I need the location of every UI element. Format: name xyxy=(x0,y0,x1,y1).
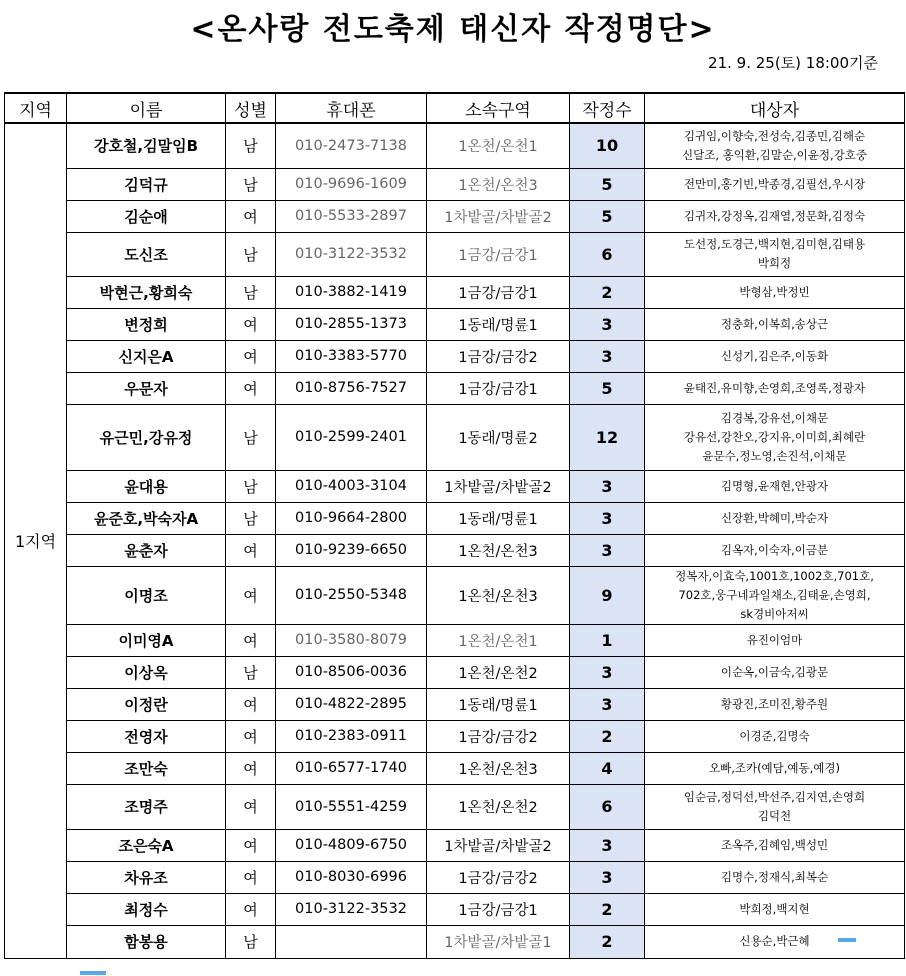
target-line: 강유선,강찬오,강지유,이미희,최혜란 xyxy=(683,429,866,444)
target-line: 김덕천 xyxy=(757,808,792,823)
gender-cell: 여 xyxy=(226,372,276,404)
gender-cell: 남 xyxy=(226,925,276,958)
district-cell: 1동래/명륜2 xyxy=(427,404,570,470)
header-district: 소속구역 xyxy=(427,93,570,123)
targets-cell xyxy=(645,566,905,624)
district-cell: 1온천/온천2 xyxy=(427,784,570,829)
district-cell: 1금강/금강1 xyxy=(427,372,570,404)
header-region: 지역 xyxy=(5,93,67,123)
gender-cell: 남 xyxy=(226,123,276,168)
targets-cell xyxy=(645,752,905,784)
target-line: 윤문수,정노영,손진석,이채문 xyxy=(702,448,847,463)
region-cell: 1지역 xyxy=(5,123,67,958)
gender-cell: 여 xyxy=(226,566,276,624)
table-row xyxy=(5,200,905,232)
name-cell: 이상옥 xyxy=(67,656,226,688)
targets-cell xyxy=(645,502,905,534)
target-line: sk경비아저씨 xyxy=(740,606,809,621)
district-cell: 1동래/명륜1 xyxy=(427,688,570,720)
gender-cell: 여 xyxy=(226,784,276,829)
target-line: 김옥자,이숙자,이금분 xyxy=(720,542,829,557)
phone-cell: 010-2550-5348 xyxy=(276,566,427,624)
name-cell: 조은숙A xyxy=(67,829,226,861)
district-cell: 1금강/금강1 xyxy=(427,276,570,308)
count-cell: 3 xyxy=(570,534,645,566)
date-note: 21. 9. 25(토) 18:00기준 xyxy=(708,54,878,72)
district-cell: 1차밭골/차밭골1 xyxy=(427,925,570,958)
phone-cell: 010-4003-3104 xyxy=(276,470,427,502)
table-row xyxy=(5,566,905,624)
phone-cell xyxy=(276,925,427,958)
count-cell: 2 xyxy=(570,893,645,925)
count-cell: 3 xyxy=(570,340,645,372)
district-cell: 1온천/온천3 xyxy=(427,752,570,784)
name-cell: 이미영A xyxy=(67,624,226,656)
phone-cell: 010-8506-0036 xyxy=(276,656,427,688)
phone-cell: 010-9696-1609 xyxy=(276,168,427,200)
phone-cell: 010-8756-7527 xyxy=(276,372,427,404)
phone-cell: 010-8030-6996 xyxy=(276,861,427,893)
table-row xyxy=(5,470,905,502)
header-gender: 성별 xyxy=(226,93,276,123)
name-cell: 전영자 xyxy=(67,720,226,752)
count-cell: 3 xyxy=(570,829,645,861)
district-cell: 1금강/금강1 xyxy=(427,893,570,925)
gender-cell: 남 xyxy=(226,502,276,534)
target-line: 유진이엄마 xyxy=(746,632,803,647)
target-line: 윤태진,유미향,손영희,조영록,정광자 xyxy=(683,380,866,395)
district-cell: 1금강/금강2 xyxy=(427,861,570,893)
district-cell: 1금강/금강2 xyxy=(427,340,570,372)
phone-cell: 010-2599-2401 xyxy=(276,404,427,470)
table-row xyxy=(5,624,905,656)
target-line: 박희정,백지현 xyxy=(739,901,810,916)
count-cell: 3 xyxy=(570,502,645,534)
page-title: <온사랑 전도축제 태신자 작정명단> xyxy=(190,12,716,47)
phone-cell: 010-3580-8079 xyxy=(276,624,427,656)
count-cell: 2 xyxy=(570,720,645,752)
table-row xyxy=(5,656,905,688)
name-cell: 함봉용 xyxy=(67,925,226,958)
name-cell: 박현근,황희숙 xyxy=(67,276,226,308)
targets-cell xyxy=(645,200,905,232)
count-cell: 3 xyxy=(570,470,645,502)
table-row xyxy=(5,688,905,720)
targets-cell xyxy=(645,656,905,688)
district-cell: 1온천/온천2 xyxy=(427,656,570,688)
name-cell: 차유조 xyxy=(67,861,226,893)
phone-cell: 010-4822-2895 xyxy=(276,688,427,720)
gender-cell: 남 xyxy=(226,276,276,308)
gender-cell: 여 xyxy=(226,720,276,752)
target-line: 신달조, 홍익환,김말순,이윤정,강호중 xyxy=(682,147,867,162)
target-line: 김귀임,이향숙,전성숙,김종민,김해순 xyxy=(683,128,866,143)
district-cell: 1온천/온천1 xyxy=(427,624,570,656)
targets-cell xyxy=(645,470,905,502)
district-cell: 1차밭골/차밭골2 xyxy=(427,470,570,502)
table-row xyxy=(5,829,905,861)
count-cell: 2 xyxy=(570,925,645,958)
gender-cell: 여 xyxy=(226,624,276,656)
count-cell: 2 xyxy=(570,276,645,308)
phone-cell: 010-3122-3532 xyxy=(276,232,427,276)
district-cell: 1금강/금강1 xyxy=(427,232,570,276)
count-cell: 1 xyxy=(570,624,645,656)
district-cell: 1온천/온천1 xyxy=(427,123,570,168)
count-cell: 10 xyxy=(570,123,645,168)
count-cell: 3 xyxy=(570,308,645,340)
phone-cell: 010-9664-2800 xyxy=(276,502,427,534)
target-line: 702호,웅구네과일채소,김태윤,손영희, xyxy=(678,587,871,602)
target-line: 김경복,강유선,이채문 xyxy=(720,410,829,425)
gender-cell: 남 xyxy=(226,168,276,200)
table-row xyxy=(5,784,905,829)
targets-cell xyxy=(645,276,905,308)
phone-cell: 010-2473-7138 xyxy=(276,123,427,168)
phone-cell: 010-5533-2897 xyxy=(276,200,427,232)
district-cell: 1동래/명륜1 xyxy=(427,308,570,340)
targets-cell xyxy=(645,232,905,276)
target-line: 신성기,김은주,이동화 xyxy=(720,348,829,363)
gender-cell: 남 xyxy=(226,404,276,470)
table-row xyxy=(5,925,905,958)
name-cell: 윤준호,박숙자A xyxy=(67,502,226,534)
count-cell: 4 xyxy=(570,752,645,784)
targets-cell xyxy=(645,829,905,861)
gender-cell: 여 xyxy=(226,752,276,784)
phone-cell: 010-3882-1419 xyxy=(276,276,427,308)
name-cell: 이명조 xyxy=(67,566,226,624)
name-cell: 윤대용 xyxy=(67,470,226,502)
target-line: 신장환,박혜미,박순자 xyxy=(720,510,829,525)
phone-cell: 010-2855-1373 xyxy=(276,308,427,340)
district-cell: 1동래/명륜1 xyxy=(427,502,570,534)
table-row xyxy=(5,502,905,534)
table-row xyxy=(5,276,905,308)
phone-cell: 010-2383-0911 xyxy=(276,720,427,752)
roster-table xyxy=(4,92,905,959)
count-cell: 3 xyxy=(570,688,645,720)
target-line: 이순옥,이금숙,김광문 xyxy=(720,664,829,679)
target-line: 박희정 xyxy=(757,256,792,270)
name-cell: 유근민,강유정 xyxy=(67,404,226,470)
gender-cell: 여 xyxy=(226,893,276,925)
gender-cell: 여 xyxy=(226,861,276,893)
target-line: 도선정,도경근,백지현,김미현,김태용 xyxy=(683,237,866,251)
header-row xyxy=(5,93,905,123)
gender-cell: 남 xyxy=(226,470,276,502)
header-targets: 대상자 xyxy=(645,93,905,123)
table-row xyxy=(5,123,905,168)
target-line: 정충화,이복희,송상근 xyxy=(720,316,829,331)
targets-cell xyxy=(645,404,905,470)
table-row xyxy=(5,861,905,893)
targets-cell xyxy=(645,720,905,752)
count-cell: 5 xyxy=(570,200,645,232)
table-row xyxy=(5,308,905,340)
name-cell: 강호철,김말임B xyxy=(67,123,226,168)
gender-cell: 남 xyxy=(226,656,276,688)
header-count: 작정수 xyxy=(570,93,645,123)
target-line: 조옥주,김혜임,백성민 xyxy=(720,837,829,852)
table-row xyxy=(5,340,905,372)
name-cell: 이정란 xyxy=(67,688,226,720)
name-cell: 도신조 xyxy=(67,232,226,276)
phone-cell: 010-6577-1740 xyxy=(276,752,427,784)
targets-cell xyxy=(645,624,905,656)
target-line: 정복자,이효숙,1001호,1002호,701호, xyxy=(675,568,874,583)
target-line: 임순금,정덕선,박선주,김지연,손영희 xyxy=(683,789,866,804)
count-cell: 5 xyxy=(570,168,645,200)
target-line: 신용순,박근혜 xyxy=(739,934,810,948)
header-name: 이름 xyxy=(67,93,226,123)
name-cell: 조만숙 xyxy=(67,752,226,784)
count-cell: 6 xyxy=(570,784,645,829)
gender-cell: 여 xyxy=(226,829,276,861)
table-row xyxy=(5,372,905,404)
targets-cell xyxy=(645,861,905,893)
table-row xyxy=(5,404,905,470)
targets-cell xyxy=(645,340,905,372)
count-cell: 3 xyxy=(570,656,645,688)
target-line: 김명수,정재식,최복순 xyxy=(720,869,829,884)
targets-cell xyxy=(645,372,905,404)
name-cell: 윤춘자 xyxy=(67,534,226,566)
targets-cell xyxy=(645,534,905,566)
target-line: 김귀자,강정옥,김재열,정문화,김정숙 xyxy=(683,208,866,223)
district-cell: 1차밭골/차밭골2 xyxy=(427,200,570,232)
gender-cell: 여 xyxy=(226,688,276,720)
gender-cell: 여 xyxy=(226,340,276,372)
table-row xyxy=(5,752,905,784)
phone-cell: 010-4809-6750 xyxy=(276,829,427,861)
count-cell: 12 xyxy=(570,404,645,470)
targets-cell xyxy=(645,784,905,829)
targets-cell xyxy=(645,893,905,925)
targets-cell xyxy=(645,688,905,720)
count-cell: 3 xyxy=(570,861,645,893)
targets-cell xyxy=(645,123,905,168)
targets-cell xyxy=(645,925,905,958)
highlight-mark xyxy=(838,938,856,942)
gender-cell: 남 xyxy=(226,232,276,276)
phone-cell: 010-3383-5770 xyxy=(276,340,427,372)
header-phone: 휴대폰 xyxy=(276,93,427,123)
target-line: 황광진,조미진,황주원 xyxy=(720,696,829,711)
table-row xyxy=(5,168,905,200)
count-cell: 6 xyxy=(570,232,645,276)
highlight-mark xyxy=(80,971,106,975)
count-cell: 5 xyxy=(570,372,645,404)
name-cell: 우문자 xyxy=(67,372,226,404)
name-cell: 최정수 xyxy=(67,893,226,925)
name-cell: 조명주 xyxy=(67,784,226,829)
district-cell: 1금강/금강2 xyxy=(427,720,570,752)
district-cell: 1온천/온천3 xyxy=(427,566,570,624)
gender-cell: 여 xyxy=(226,308,276,340)
table-row xyxy=(5,720,905,752)
target-line: 전만미,홍기빈,박종경,김필선,우시장 xyxy=(683,176,866,191)
phone-cell: 010-3122-3532 xyxy=(276,893,427,925)
phone-cell: 010-5551-4259 xyxy=(276,784,427,829)
targets-cell xyxy=(645,308,905,340)
target-line: 오빠,조카(예담,예동,예경) xyxy=(708,760,841,775)
gender-cell: 여 xyxy=(226,200,276,232)
name-cell: 김덕규 xyxy=(67,168,226,200)
district-cell: 1온천/온천3 xyxy=(427,168,570,200)
table-row xyxy=(5,534,905,566)
table-row xyxy=(5,893,905,925)
target-line: 김명형,윤재현,안광자 xyxy=(720,478,829,493)
target-line: 박형삼,박정빈 xyxy=(739,284,810,299)
district-cell: 1온천/온천3 xyxy=(427,534,570,566)
count-cell: 9 xyxy=(570,566,645,624)
name-cell: 신지은A xyxy=(67,340,226,372)
target-line: 이경준,김명숙 xyxy=(739,728,810,743)
targets-cell xyxy=(645,168,905,200)
district-cell: 1차밭골/차밭골2 xyxy=(427,829,570,861)
gender-cell: 여 xyxy=(226,534,276,566)
name-cell: 김순애 xyxy=(67,200,226,232)
name-cell: 변정희 xyxy=(67,308,226,340)
table-row xyxy=(5,232,905,276)
phone-cell: 010-9239-6650 xyxy=(276,534,427,566)
table-body xyxy=(5,123,905,958)
